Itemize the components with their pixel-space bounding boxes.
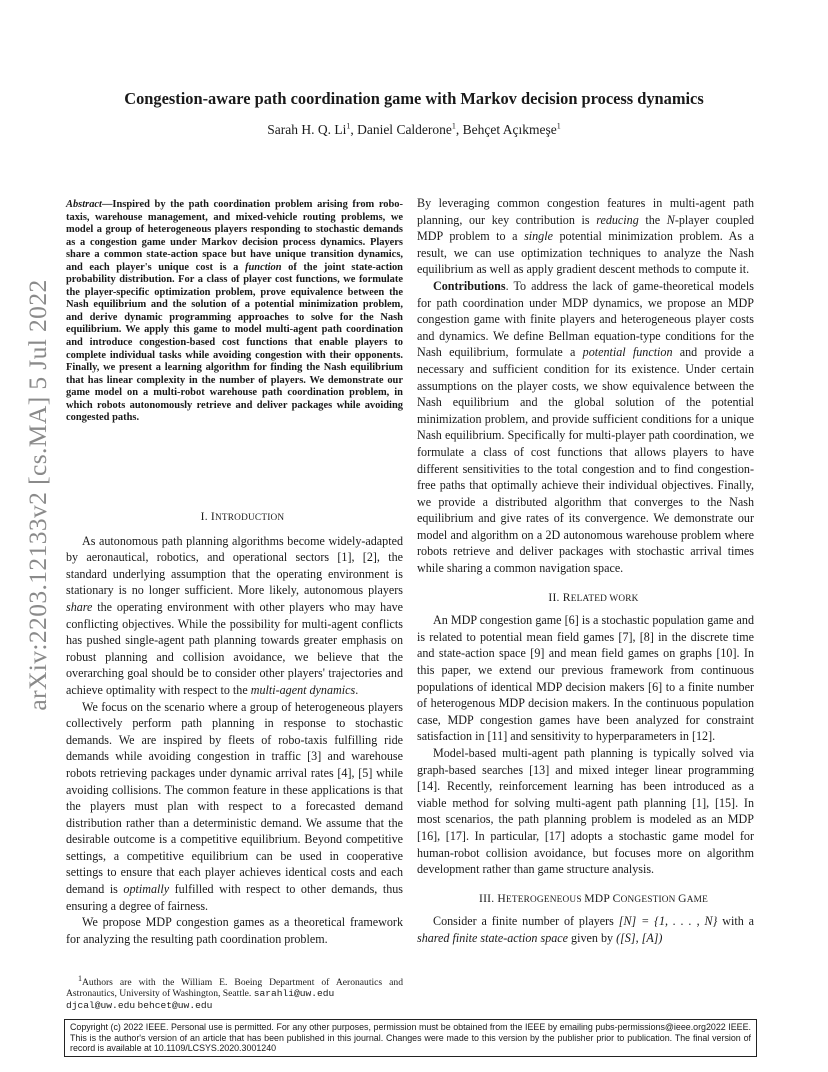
arxiv-stamp bbox=[23, 279, 53, 711]
author-list bbox=[60, 122, 768, 138]
contributions-label: Contributions bbox=[433, 278, 506, 293]
math-expression: ([S], [A]) bbox=[616, 930, 663, 945]
arxiv-identifier: arXiv:2203.12133v2 [cs.MA] 5 Jul 2022 bbox=[23, 279, 52, 711]
math-expression: [N] = {1, . . . , N} bbox=[618, 914, 718, 929]
abstract-label: Abstract bbox=[66, 199, 102, 210]
paragraph: An MDP congestion game [6] is a stochastic population game and is related to potential mean field games [7], [8] in the discrete time and state-action space [9] and mean field games on graphs [10]. In this paper, we extend our previous framework from continuous populations of identical MDP decision makers [6] to a finite number of heterogenous MDP decision makers. In the continuous population case, MDP congestion games have been analyzed for constraint satisfaction in [11] and sensitivity to hyperparameters in [12]. bbox=[417, 613, 754, 744]
paragraph: Model-based multi-agent path planning is typically solved via graph-based searches [13] and mixed integer linear programming [14]. Recently, reinforcement learning has been introduced as a viable method for solving multi-agent path planning [1], [15]. In most scenarios, the path planning problem is modeled as an MDP [16], [17]. In particular, [17] adopts a stochastic game model for human-robot collision avoidance, but focuses more on algorithm development rather than game structure analysis. bbox=[417, 746, 754, 877]
paragraph-contributions: Contributions. To address the lack of game-theoretical models for path coordination under MDP dynamics, we propose an MDP congestion game with finite players and heterogeneous player costs and dynamics. We define Bellman equation-type conditions for the Nash equilibrium, formulate a potential function and provide a necessary and sufficient condition for its existence. Under certain assumptions on the player costs, we show equivalence between the Nash equilibrium and the global solution of the potential minimization problem, and provide sufficient conditions for a unique Nash equilibrium. Specifically for multi-player path coordination, we formulate a class of cost functions that allows players to have different sensitivities to the total congestion and to find congestion-free paths that optimally achieve their individual objectives. Finally, we provide a distributed algorithm that converges to the Nash equilibrium and give rates of its convergence. We demonstrate our model and algorithm on a 2D autonomous warehouse problem where robots retrieve and deliver packages with stochastic arrival times while sharing a common navigation space. bbox=[417, 278, 755, 576]
paragraph: We focus on the scenario where a group of heterogeneous players collectively perform path planning in response to stochastic demands. We are inspired by fleets of robo-taxis fulfilling ride demands while avoiding congestion in traffic [3] and warehouse robots retrieving packages under dynamic arrival rates [4], [5] while avoiding collisions. The common feature in these applications is that the players must plan with respect to a forecasted demand distribution rather than a deterministic demand. We assume that the desirable outcome is a competitive equilibrium. Beyond competitive settings, a competitive equilibrium can be used in cooperative settings to ensure that each player achieves identical costs and each demand is optimally fulfilled with respect to other demands, thus ensuring a degree of fairness. bbox=[66, 699, 403, 913]
copyright-notice: Copyright (c) 2022 IEEE. Personal use is permitted. For any other purposes, permission must be obtained from the IEEE by emailing pubs-permissions@ieee.org2022 IEEE. This is the author's version of an article that has been published in this journal. Changes were made to this version by the publisher prior to publication. The final version of record is available at 10.1109/LCSYS.2020.3001240 bbox=[64, 1019, 757, 1057]
section-heading-congestion-game: III. HETEROGENEOUS MDP CONGESTION GAME bbox=[479, 891, 708, 905]
abstract-text: of the joint state-action probability distribution. For a class of player cost functions, we formulate the player-specific optimization problem, prove equivalence between the Nash equilibrium and the solution of a potential minimization problem, and derive dynamic programming approaches to solve for the Nash equilibrium. We apply this game to model multi-agent path coordination and introduce congestion-based cost functions that enable players to complete individual tasks while avoiding congestion with their opponents. Finally, we present a learning algorithm for finding the Nash equilibrium that has linear complexity in the number of players. We demonstrate our game model on a multi-robot warehouse path coordination problem, in which robots autonomously retrieve and deliver packages while avoiding congested paths. bbox=[66, 261, 403, 424]
affiliation-mark: 1 bbox=[451, 121, 456, 131]
email-link[interactable]: djcal@uw.edu bbox=[66, 999, 136, 1011]
section-heading-introduction: I. INTRODUCTION bbox=[200, 510, 285, 523]
paragraph: Consider a finite number of players [N] = {1, . . . , N} with a shared finite state-action space given by ([S], [A]) bbox=[417, 914, 755, 945]
paragraph: We propose MDP congestion games as a theoretical framework for analyzing the resulting path coordination problem. bbox=[66, 915, 403, 946]
author-name: , Daniel Calderone bbox=[350, 122, 452, 137]
author-name: , Behçet Açıkmeşe bbox=[455, 122, 557, 137]
affiliation-mark: 1 bbox=[556, 121, 561, 131]
author-name: Sarah H. Q. Li bbox=[267, 122, 347, 137]
paragraph: As autonomous path planning algorithms become widely-adapted by aeronautical, robotics, and operational sectors [1], [2], the standard underlying assumption that the operating environment is stationary is no longer sufficient. More likely, autonomous players share the operating environment with other players who may have conflicting objectives. While the possibility for multi-agent conflicts has pushed single-agent path planning towards greater emphasis on robust planning and collision avoidance, we believe that the overarching goal should be to consider other players' trajectories and achieve optimality with respect to the multi-agent dynamics. bbox=[66, 533, 403, 697]
abstract-emphasis: function bbox=[244, 261, 282, 273]
left-column bbox=[66, 509, 403, 947]
email-link[interactable]: sarahli@uw.edu bbox=[253, 988, 335, 1000]
right-column bbox=[417, 195, 754, 947]
paragraph: By leveraging common congestion features in multi-agent path planning, our key contribution is reducing the N-player coupled MDP problem to a single potential minimization problem. As a result, we can use optimization techniques to analyze the Nash equilibrium as well as apply gradient descent methods to compute it. bbox=[417, 196, 754, 277]
affiliation-mark: 1 bbox=[346, 121, 351, 131]
footnote bbox=[66, 973, 403, 1011]
footnote-mark: 1 bbox=[78, 973, 82, 983]
section-heading-related-work: II. RELATED WORK bbox=[548, 590, 639, 604]
abstract bbox=[66, 199, 403, 425]
email-link[interactable]: behcet@uw.edu bbox=[137, 999, 213, 1011]
paper-title: Congestion-aware path coordination game with Markov decision process dynamics bbox=[124, 89, 704, 108]
footnote-text: Authors are with the William E. Boeing Department of Aeronautics and Astronautics, University of Washington, Seattle. bbox=[66, 977, 403, 1000]
abstract-text: —Inspired by the path coordination problem arising from robo-taxis, warehouse management, and mixed-vehicle routing problems, we model a group of heterogeneous players responding to stochastic demands as a congestion game under Markov decision process dynamics. Players share a common state-action space but have unique transition dynamics, and each player's unique cost is a bbox=[66, 199, 403, 273]
